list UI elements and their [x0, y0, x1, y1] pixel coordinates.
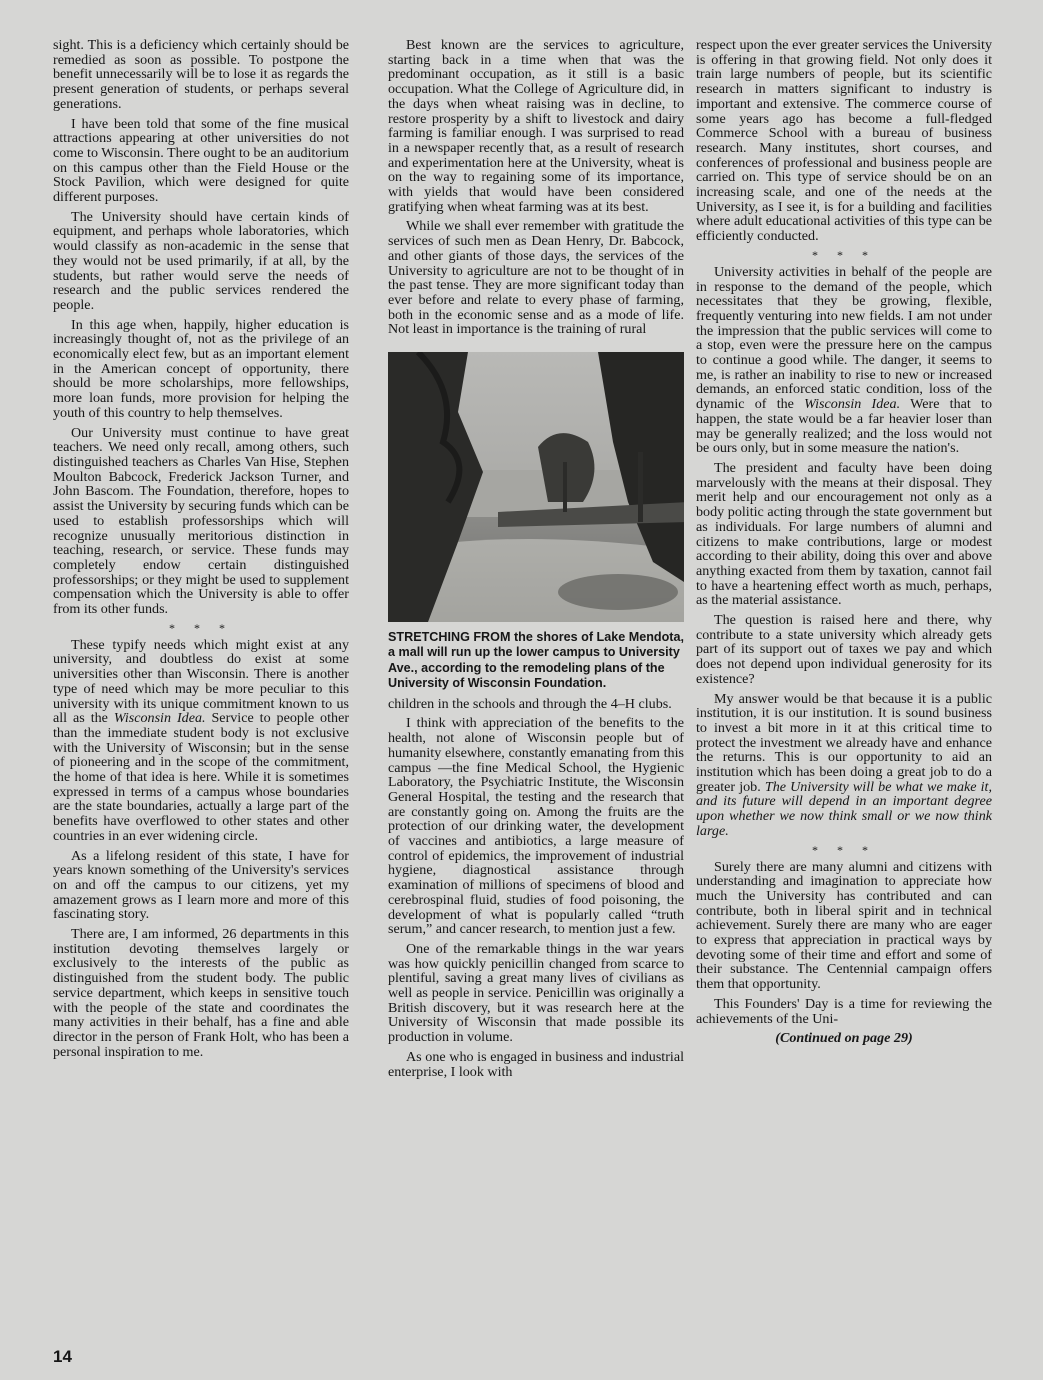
italic-text: The University will be what we make it, and its future will depend in an important degree upon whether we now think small or we now think large. — [696, 778, 992, 839]
column-middle — [388, 38, 684, 1084]
paragraph: sight. This is a deficiency which certainly should be remedied as soon as possible. To postpone the benefit unnecessarily will be to lose it as regards the present generation of students, or perhaps several generations. — [53, 37, 349, 112]
paragraph — [696, 265, 992, 456]
text-run: Were that to happen, the state would be a far heavier loser than may be generally realized; and the loss would not be ours only, but in some measure the nation's. — [696, 396, 992, 457]
paragraph: I think with appreciation of the benefits to the health, not alone of Wisconsin people but of humanity elsewhere, constantly emanating from this campus —the fine Medical School, the Hygienic Laboratory, the Psychiatric Institute, the Wisconsin General Hospital, the testing and the research that are constantly going on. Among the fruits are the protection of our drinking water, the development of vaccines and antibiotics, a large measure of control of epidemics, the improvement of industrial hygiene, diagnostical assistance through examination of millions of specimens of blood and cerebrospinal fluid, studies of food poisoning, the development of what is popularly called “truth serum,” and cancer research, to mention just a few. — [388, 715, 684, 938]
paragraph: While we shall ever remember with gratitude the services of such men as Dean Henry, Dr. Babcock, and other giants of those days, the services of the University to agriculture are not to be thought of in the past tense. They are more significant today than ever before and relate to every phase of farming, both in the economic sense and as a mode of life. Not least in importance is the training of rural — [388, 218, 684, 338]
paragraph: In this age when, happily, higher education is increasingly thought of, not as the privilege of an economically elect few, but as an important element in the American concept of opportunity, there should be more scholarships, more fellowships, more loan funds, more provision for helping the youth of this country to help themselves. — [53, 316, 349, 421]
paragraph: Our University must continue to have great teachers. We need only recall, among others, such distinguished teachers as Charles Van Hise, Stephen Moulton Babcock, Frederick Jackson Turner, and John Bascom. The Foundation, therefore, hopes to assist the University by securing funds which can be used to establish professorships which will recognize unusually meritorious distinction in teaching, research, or service. These funds may completely endow certain distinguished professorships; or they might be used to supplement compensation which the University is able to offer from its other funds. — [53, 424, 349, 618]
paragraph: children in the schools and through the 4–H clubs. — [388, 695, 672, 712]
column-left — [53, 38, 349, 1064]
paragraph: The president and faculty have been doing marvelously with the means at their disposal. They merit help and our encouragement not only as a body politic acting through the state government but as individuals. For large numbers of alumni and citizens to make contributions, large or modest according to their ability, doing this over and above anything exacted from them by taxation, cannot fail to have a heartening effect worth as much, perhaps, as the material assistance. — [696, 459, 992, 609]
paragraph: The question is raised here and there, why contribute to a state university which already gets part of its support out of taxes we pay and which does not depend upon individual generosity for its existence? — [696, 612, 992, 687]
lake-mendota-photo — [388, 352, 684, 622]
text-run: My answer would be that because it is a public institution, it is our institution. It is sound business to invest a bit more in it at this critical time to protect the investment we already have and enhance the returns. This is our opportunity to aid an institution which has been doing a great job to do a greater job. — [696, 690, 992, 795]
paragraph: There are, I am informed, 26 departments in this institution devoting themselves largely or exclusively to the interests of the public as distinguished from the student body. The public service department, which keeps in sensitive touch with the people of the state and coordinates the many activities in their behalf, has a fine and able director in the person of Frank Holt, who has been a personal inspiration to me. — [53, 926, 349, 1060]
photo-caption — [388, 630, 684, 692]
paragraph: As one who is engaged in business and industrial enterprise, I look with — [388, 1048, 684, 1080]
caption-lead: STRETCHING FROM — [388, 630, 511, 645]
caption-text: the shores of Lake Mendota, a mall will run up the lower campus to University Ave., according to the remodeling plans of the University of Wisconsin Foundation. — [388, 630, 684, 691]
continued-note: (Continued on page 29) — [775, 1030, 913, 1047]
section-divider: * * * — [812, 842, 876, 857]
paragraph: The University should have certain kinds of equipment, and perhaps whole laboratories, which would classify as non-academic in the sense that they would not be used primarily, if at all, by the students, but rather would serve the needs of research and the public services rendered the people. — [53, 208, 349, 313]
paragraph — [53, 638, 349, 844]
section-divider: * * * — [169, 620, 233, 635]
page-number: 14 — [53, 1347, 72, 1366]
section-divider: * * * — [812, 247, 876, 262]
paragraph: respect upon the ever greater services the University is offering in that growing field. Not only does it train large numbers of people, but its scientific research in matters significant to industry is important and extensive. The commerce course of some years ago has become a full-fledged Commerce School with a bureau of business research. Many institutes, short courses, and conferences of professional and business people are carried on. This type of service should be on an increasing scale, and one of the needs at the University, as I see it, is for a building and facilities where adult educational activities of this type can be efficiently conducted. — [696, 37, 992, 245]
paragraph: Best known are the services to agriculture, starting back in a time when that was the predominant occupation, as it still is a basic occupation. What the College of Agriculture did, in the days when wheat raising was in decline, to restore prosperity by a shift to livestock and dairy farming is familiar enough. I was surprised to read in a newspaper recently that, as a result of research and experimentation here at the University, wheat is on the way to regaining some of its importance, with yields that would have been considered gratifying when wheat farming was at its best. — [388, 37, 684, 215]
paragraph: One of the remarkable things in the war years was how quickly penicillin changed from scarce to plentiful, saving a great many lives of civilians as well as people in service. Penicillin was originally a British discovery, but it was research here at the University of Wisconsin that made possible its production in volume. — [388, 940, 684, 1046]
photo-illustration — [388, 352, 684, 622]
paragraph: As a lifelong resident of this state, I have for years known something of the University's services on and off the campus to our citizens, yet my amazement grows as I learn more and more of this fascinating story. — [53, 847, 349, 923]
paragraph: This Founders' Day is a time for reviewing the achievements of the Uni- — [696, 995, 992, 1027]
italic-text: Wisconsin Idea. — [113, 710, 206, 727]
italic-text: Wisconsin Idea. — [804, 396, 901, 413]
text-run: Service to people other than the immediate student body is not exclusive with the University of Wisconsin; but in the sense of pioneering and in the scope of the commitment, the home of that idea is here. While it is sometimes expressed in terms of a campus whose boundaries are the state boundaries, actually a large part of the benefits have overflowed to other states and other countries in an ever widening circle. — [53, 710, 350, 844]
column-right — [696, 38, 992, 1046]
paragraph: I have been told that some of the fine musical attractions appearing at other universities do not come to Wisconsin. There ought to be an auditorium on this campus other than the Field House or the Stock Pavilion, which were designed for quite different purposes. — [53, 115, 349, 206]
text-run: These typify needs which might exist at any university, and doubtless do exist at some universities other than Wisconsin. There is another type of need which may be more peculiar to this university with its unique commitment known to us all as the — [53, 636, 349, 727]
paragraph — [696, 692, 992, 839]
text-run: University activities in behalf of the people are in response to the demand of the people, which necessitates that they be growing, flexible, frequently venturing into new fields. I am not under the impression that the public services will come to a stop, even were the pressure here on the campus to continue a good while. The danger, it seems to me, is rather an inability to rise to new or increased demands, an enforced static condition, loss of the dynamic of the — [696, 263, 992, 413]
paragraph: Surely there are many alumni and citizens with understanding and imagination to appreciate how much the University has contributed and can contribute, both in liberal spirit and in technical achievement. Surely there are many who are eager to express that appreciation in practical ways by devoting some of their time and effort and some of their substance. The Centennial campaign offers them that opportunity. — [696, 858, 992, 993]
